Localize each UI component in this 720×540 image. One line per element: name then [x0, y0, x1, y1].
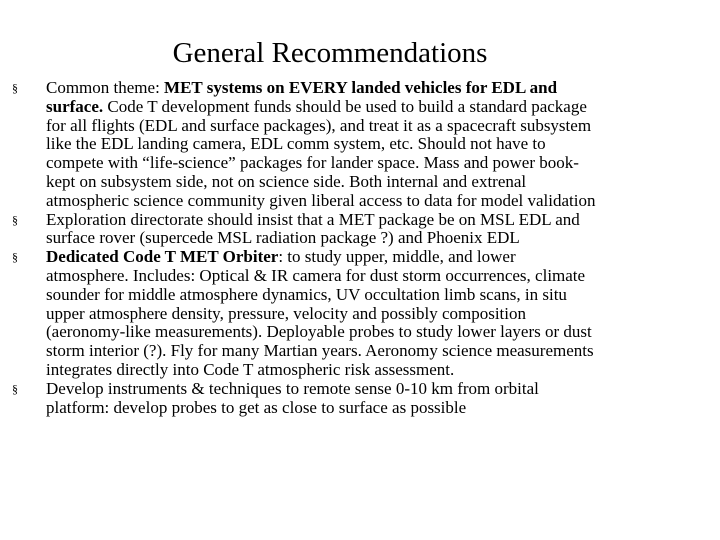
bullet-line: like the EDL landing camera, EDL comm system, etc. Should not have to	[46, 134, 546, 154]
bullet-line: (aeronomy-like measurements). Deployable probes to study lower layers or dust	[46, 322, 592, 342]
bullet-line: sounder for middle atmosphere dynamics, UV occultation limb scans, in situ	[46, 284, 567, 304]
bullet-marker: §	[12, 212, 18, 227]
bullet-line: Dedicated Code T MET Orbiter: to study upper, middle, and lower	[46, 247, 516, 267]
bullet-item-4	[12, 380, 712, 418]
bullet-line: for all flights (EDL and surface packages), and treat it as a spacecraft subsystem	[46, 115, 592, 135]
bold-text: MET systems on EVERY landed vehicles for EDL and	[164, 78, 558, 97]
bullet-line: Exploration directorate should insist that a MET package be on MSL EDL and	[46, 209, 580, 229]
bold-text: Dedicated Code T MET Orbiter	[46, 247, 279, 267]
bullet-marker: §	[12, 250, 18, 265]
bullet-line: atmospheric science community given liberal access to data for model validation	[46, 190, 596, 210]
bullet-list	[12, 79, 712, 417]
bullet-line: Develop instruments & techniques to remote sense 0-10 km from orbital	[46, 378, 539, 398]
bullet-line: surface. Code T development funds should be used to build a standard package	[46, 96, 587, 116]
bullet-line: compete with “life-science” packages for lander space. Mass and power book-	[46, 153, 579, 173]
bullet-item-3	[12, 248, 712, 380]
bullet-marker: §	[12, 81, 18, 95]
bullet-line: Common theme: MET systems on EVERY landed vehicles for EDL and	[46, 78, 558, 97]
bullet-marker: §	[12, 381, 18, 396]
bold-text: surface.	[46, 96, 104, 116]
bullet-line: storm interior (?). Fly for many Martian years. Aeronomy science measurements	[46, 341, 594, 361]
bullet-line: upper atmosphere density, pressure, velocity and possibly composition	[46, 303, 527, 323]
bullet-line: platform: develop probes to get as close to surface as possible	[46, 397, 467, 417]
bullet-item-2	[12, 211, 712, 249]
bullet-item-1	[12, 79, 712, 211]
slide-title: General Recommendations	[172, 37, 488, 69]
bullet-line: kept on subsystem side, not on science side. Both internal and extrenal	[46, 171, 527, 191]
bullet-line: surface rover (supercede MSL radiation package ?) and Phoenix EDL	[46, 228, 520, 248]
bullet-line: integrates directly into Code T atmospheric risk assessment.	[46, 359, 455, 379]
bullet-line: atmosphere. Includes: Optical & IR camera for dust storm occurrences, climate	[46, 265, 586, 285]
